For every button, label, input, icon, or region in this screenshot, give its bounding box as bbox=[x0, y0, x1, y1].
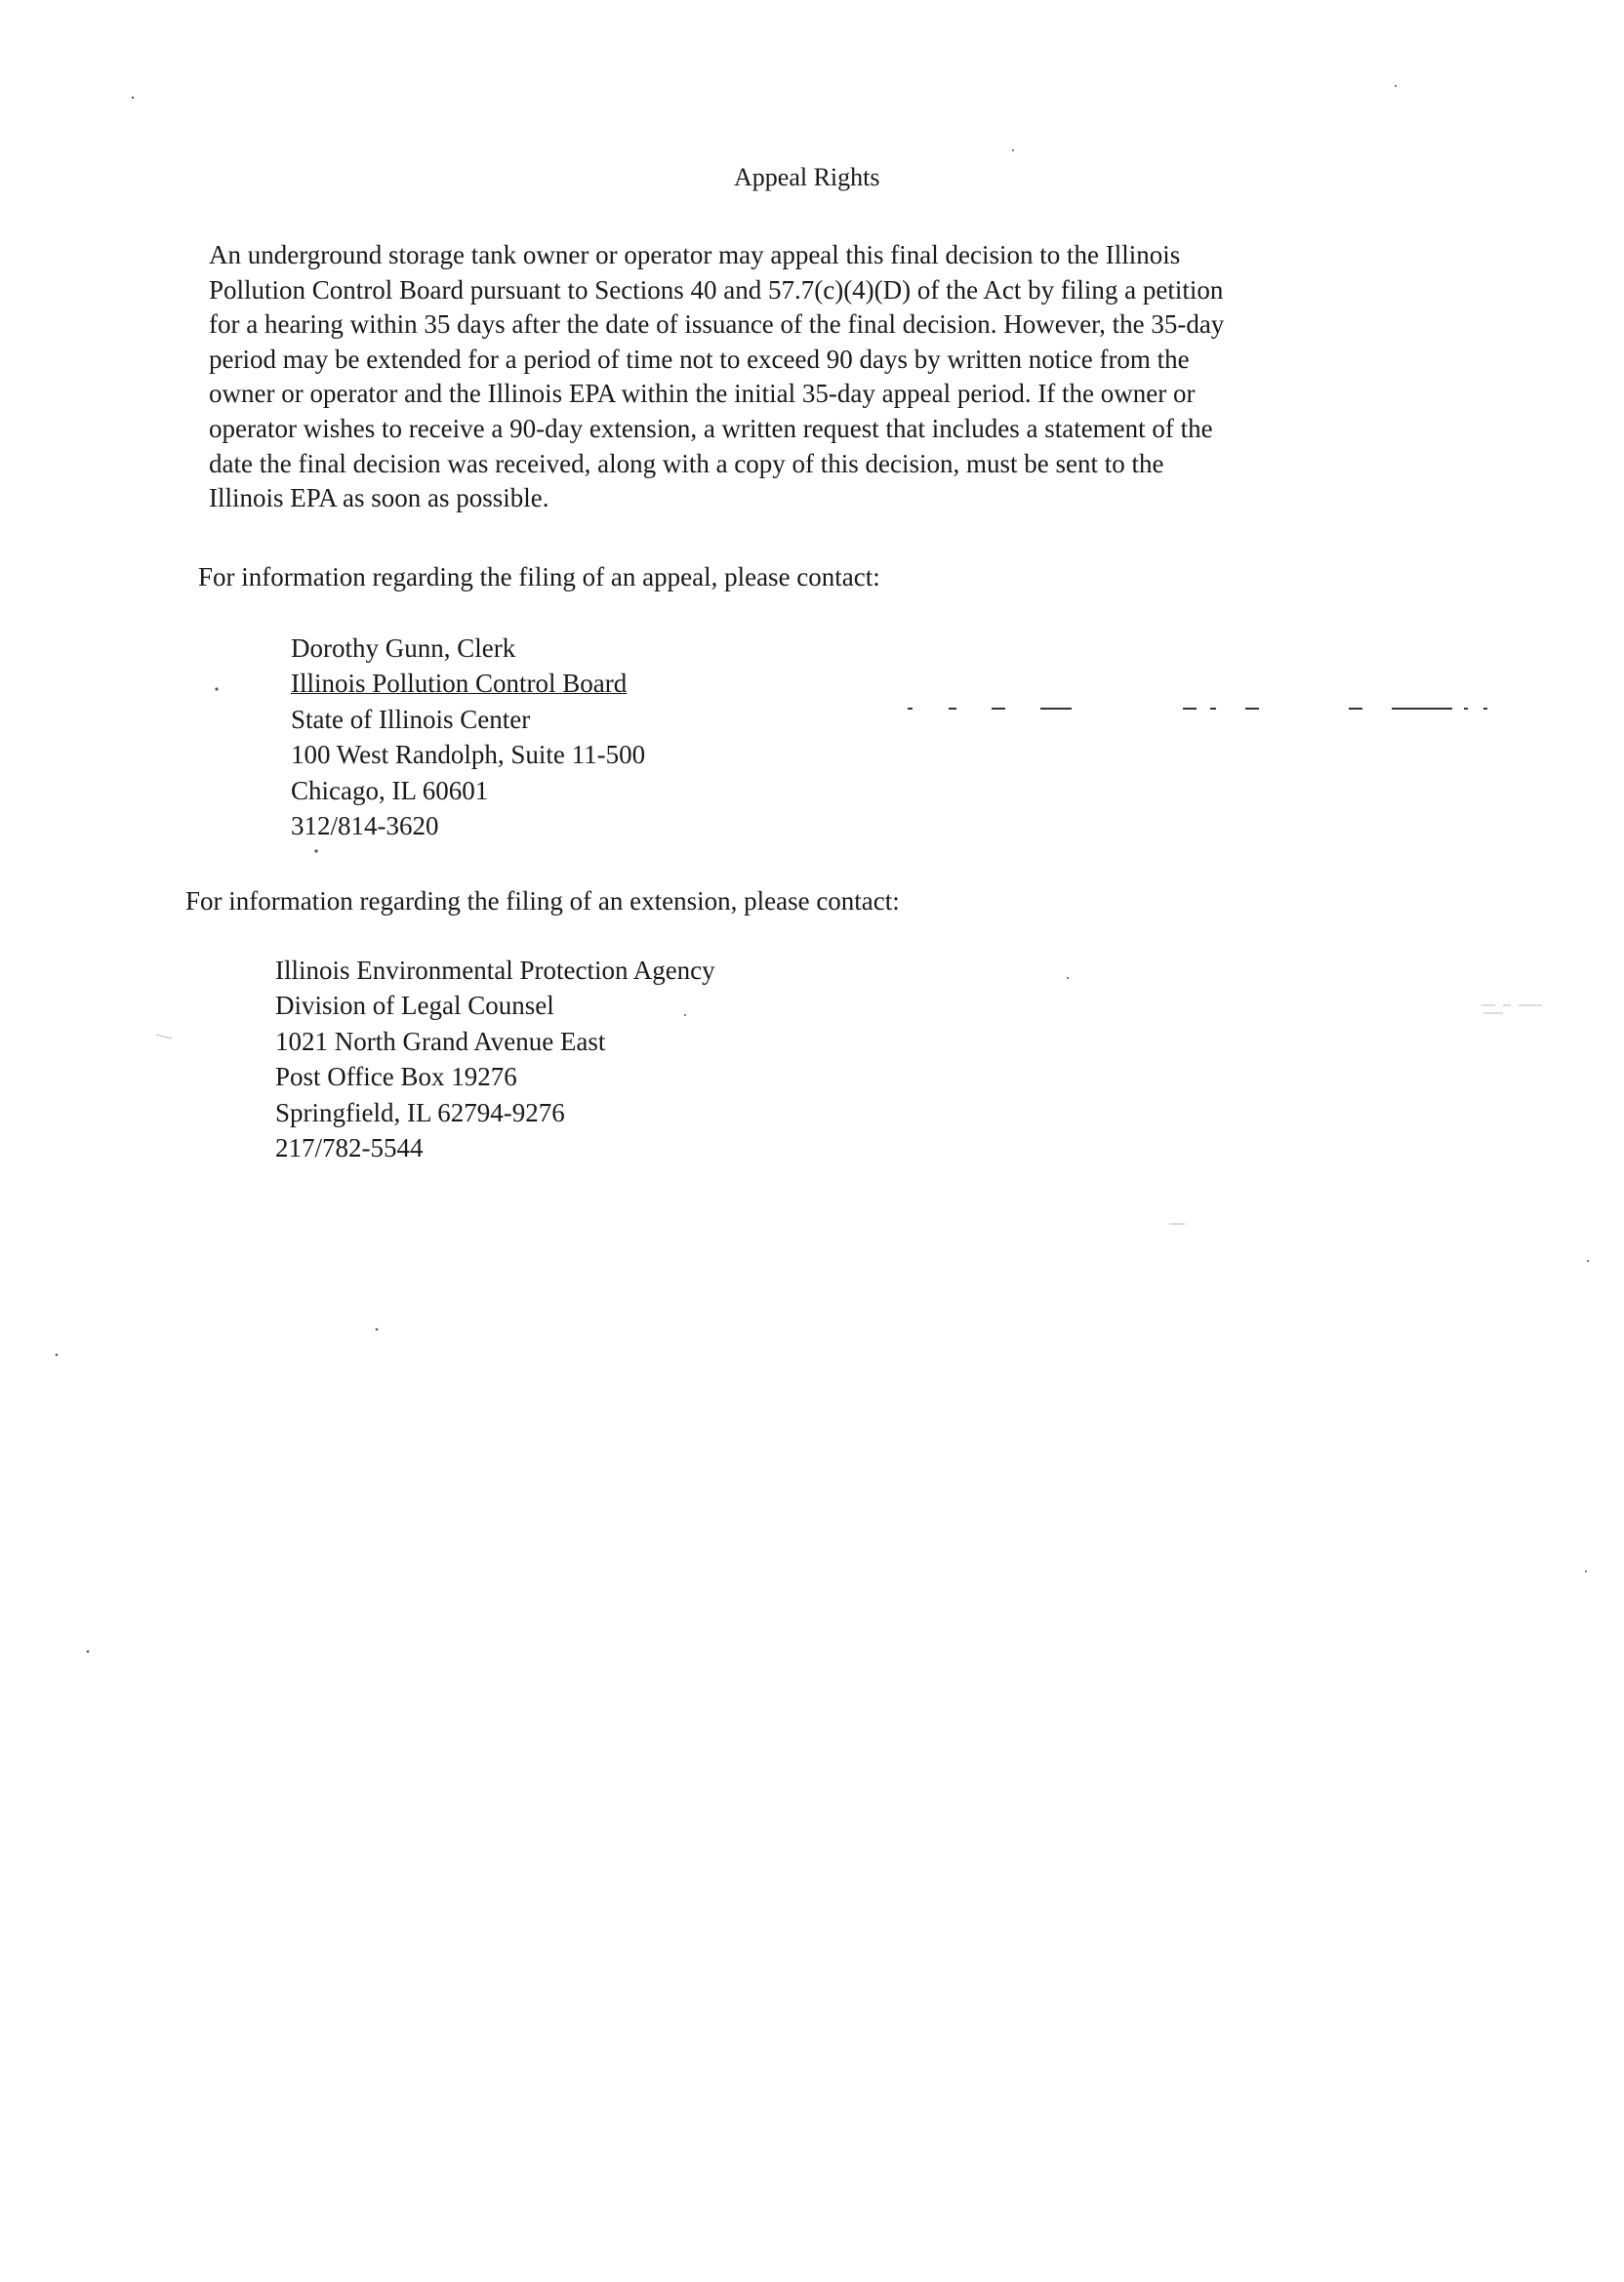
contact-name: Dorothy Gunn, Clerk bbox=[291, 633, 516, 663]
document-title: Appeal Rights bbox=[734, 163, 880, 191]
appeal-contact-address bbox=[291, 631, 645, 843]
contact-organization: Illinois Pollution Control Board bbox=[291, 669, 628, 699]
contact-po-box: Post Office Box 19276 bbox=[275, 1062, 517, 1092]
contact-phone: 217/782-5544 bbox=[275, 1133, 424, 1163]
paragraph-line: date the final decision was received, along with a copy of this decision, must be sent to the bbox=[209, 448, 1164, 478]
contact-city: Springfield, IL 62794-9276 bbox=[275, 1097, 565, 1127]
paragraph-line: Illinois EPA as soon as possible. bbox=[209, 483, 549, 513]
paragraph-line: period may be extended for a period of time not to exceed 90 days by written notice from the bbox=[209, 344, 1190, 374]
appeal-rights-paragraph bbox=[209, 238, 1439, 516]
contact-phone: 312/814-3620 bbox=[291, 811, 439, 841]
contact-building: State of Illinois Center bbox=[291, 704, 531, 734]
paragraph-line: Pollution Control Board pursuant to Sections 40 and 57.7(c)(4)(D) of the Act by filing a petition bbox=[209, 274, 1224, 305]
paragraph-line: operator wishes to receive a 90-day extension, a written request that includes a statement of the bbox=[209, 413, 1213, 443]
paragraph-line: owner or operator and the Illinois EPA within the initial 35-day appeal period. If the owner or bbox=[209, 379, 1196, 409]
contact-street: 100 West Randolph, Suite 11-500 bbox=[291, 740, 646, 770]
contact-division: Division of Legal Counsel bbox=[275, 991, 554, 1021]
contact-city: Chicago, IL 60601 bbox=[291, 775, 489, 805]
contact-street: 1021 North Grand Avenue East bbox=[275, 1026, 606, 1056]
extension-contact-intro: For information regarding the filing of an extension, please contact: bbox=[185, 886, 900, 916]
paragraph-line: An underground storage tank owner or operator may appeal this final decision to the Illinois bbox=[209, 240, 1181, 269]
paragraph-line: for a hearing within 35 days after the date of issuance of the final decision. However, the 35-day bbox=[209, 309, 1225, 340]
appeal-contact-intro: For information regarding the filing of an appeal, please contact: bbox=[198, 562, 880, 591]
extension-contact-address bbox=[275, 953, 715, 1165]
contact-organization: Illinois Environmental Protection Agency bbox=[275, 956, 715, 985]
